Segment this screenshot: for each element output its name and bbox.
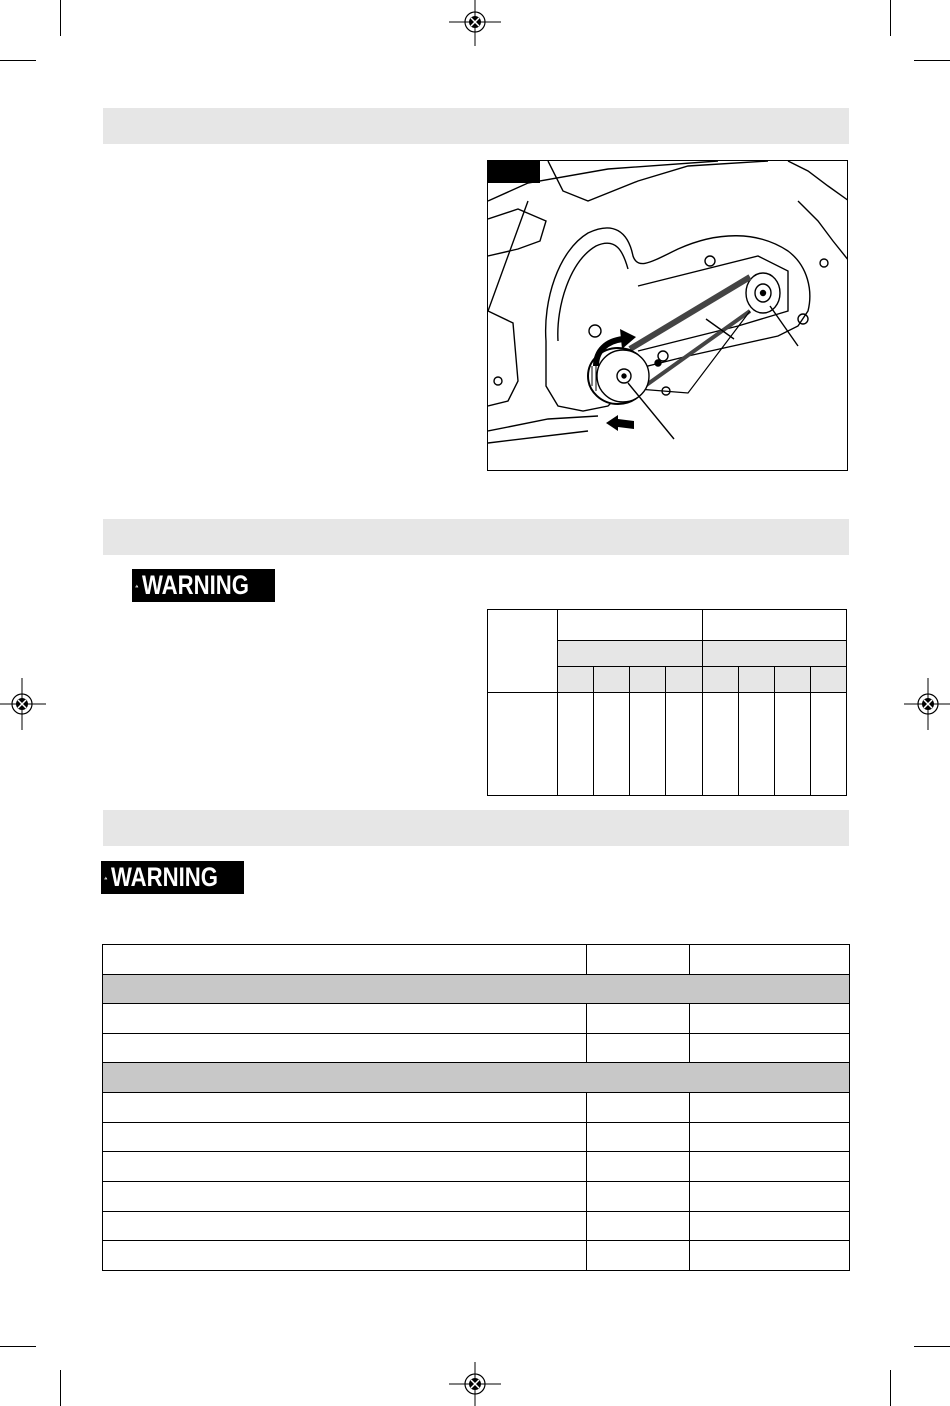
table-group-row [103, 1063, 850, 1093]
speed-table-col-1 [558, 667, 594, 693]
registration-mark-bottom-icon [449, 1362, 501, 1406]
speed-table [487, 609, 847, 796]
warning-label-2-text: WARNING [110, 862, 218, 892]
warning-label-1 [133, 570, 274, 601]
speed-table-col-5 [702, 667, 738, 693]
speed-table-cell [630, 693, 666, 796]
warning-label-2 [102, 862, 243, 893]
table-row [103, 1182, 850, 1212]
section-header-3 [103, 810, 849, 846]
warning-label-1-text: WARNING [141, 570, 249, 600]
speed-table-cell [738, 693, 774, 796]
table-header-cell [587, 945, 690, 975]
speed-table-col-6 [738, 667, 774, 693]
speed-table-cell [666, 693, 702, 796]
table-row [103, 1123, 850, 1152]
registration-mark-top-icon [449, 0, 501, 48]
table-group-row [103, 975, 850, 1004]
speed-table-body-label [488, 693, 558, 796]
speed-table-subgroup-b [702, 641, 847, 667]
speed-table-cell [558, 693, 594, 796]
table-row [103, 1093, 850, 1123]
speed-table-cell [702, 693, 738, 796]
figure-belt-pulley [487, 160, 848, 471]
table-header-cell [103, 945, 587, 975]
table-row [103, 1212, 850, 1241]
table-row [103, 1241, 850, 1271]
speed-table-group-a [558, 610, 703, 641]
accessories-table [102, 944, 850, 1271]
table-header-cell [690, 945, 850, 975]
speed-table-col-3 [630, 667, 666, 693]
registration-mark-right-icon [904, 678, 950, 730]
speed-table-col-2 [594, 667, 630, 693]
table-row [103, 1034, 850, 1063]
speed-table-cell [594, 693, 630, 796]
speed-table-subgroup-a [558, 641, 703, 667]
speed-table-cell [810, 693, 846, 796]
speed-table-col-7 [774, 667, 810, 693]
speed-table-group-b [702, 610, 847, 641]
table-row [103, 1004, 850, 1034]
warning-triangle-icon [104, 868, 108, 888]
speed-table-row-header [488, 610, 558, 693]
table-row [103, 1152, 850, 1182]
speed-table-col-8 [810, 667, 846, 693]
section-header-1 [103, 108, 849, 144]
registration-mark-left-icon [0, 678, 46, 730]
speed-table-cell [774, 693, 810, 796]
section-header-2 [103, 519, 849, 555]
warning-triangle-icon [135, 576, 139, 596]
speed-table-col-4 [666, 667, 702, 693]
belt-sander-pulley-illustration-icon [488, 161, 848, 471]
